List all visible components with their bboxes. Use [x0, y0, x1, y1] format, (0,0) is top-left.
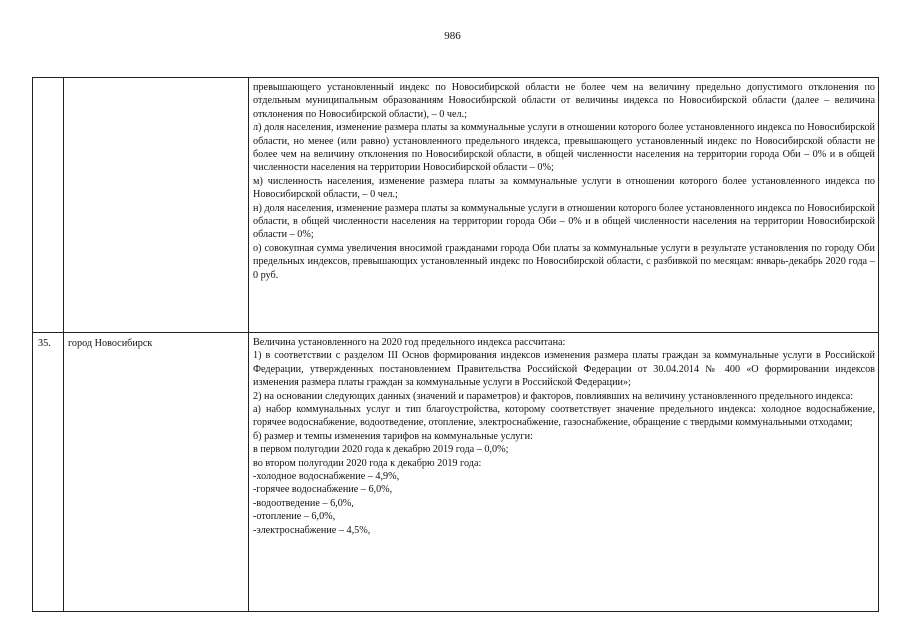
paragraph: 1) в соответствии с разделом III Основ формирования индексов изменения размера платы граждан за коммунальные услуги в Российской Федерации, утвержденных постановлением Правительства Российской Федерации от 30.04.2014 № 400 «О формировании индексов изменения размера платы граждан за коммунальные услуги в Российской Федерации»;: [253, 350, 875, 389]
description-cell: [249, 333, 879, 612]
document-table: [32, 77, 879, 612]
paragraph: 2) на основании следующих данных (значений и параметров) и факторов, повлиявших на величину установленного предельного индекса:: [253, 390, 854, 402]
paragraph: во втором полугодии 2020 года к декабрю 2019 года:: [253, 457, 482, 469]
paragraph: превышающего установленный индекс по Новосибирской области не более чем на величину предельно допустимого отклонения по отдельным муниципальным образованиям Новосибирской области от величины индекса по Новосибирской области (далее – величина отклонения по Новосибирской области), – 0 чел.;: [253, 82, 875, 120]
paragraph: н) доля населения, изменение размера платы за коммунальные услуги в отношении которого более установленного индекса по Новосибирской области, в общей численности населения на территории города Оби – 0% и в общей численности населения на территории Новосибирской области – 0%;: [253, 202, 875, 241]
page-number: 986: [444, 30, 461, 42]
paragraph: м) численность населения, изменение размера платы за коммунальные услуги в отношении которого более установленного индекса по Новосибирской области, – 0 чел.;: [253, 175, 875, 201]
paragraph: б) размер и темпы изменения тарифов на коммунальные услуги:: [253, 430, 533, 442]
table-row: [33, 78, 879, 333]
paragraph: о) совокупная сумма увеличения вносимой гражданами города Оби платы за коммунальные услуги в результате установления по городу Оби предельных индексов, превышающих установленный индекс по Новосибирской области, с разбивкой по месяцам: январь-декабрь 2020 года – 0 руб.: [253, 242, 875, 281]
row-number-cell: 35.: [33, 333, 64, 612]
municipality-name-cell: город Новосибирск: [64, 333, 249, 612]
paragraph: -отопление – 6,0%,: [253, 511, 336, 523]
row-number-cell: [33, 78, 64, 333]
paragraph: Величина установленного на 2020 год предельного индекса рассчитана:: [253, 337, 566, 348]
municipality-name-cell: [64, 78, 249, 333]
paragraph: -горячее водоснабжение – 6,0%,: [253, 484, 393, 496]
paragraph: -электроснабжение – 4,5%,: [253, 524, 371, 536]
paragraph: а) набор коммунальных услуг и тип благоустройства, которому соответствует значение предельного индекса: холодное водоснабжение, горячее водоснабжение, водоотведение, отопление, электроснабжение, газоснабжение, обращение с твердыми коммунальными отходами;: [253, 404, 875, 429]
description-cell: [249, 78, 879, 333]
paragraph: л) доля населения, изменение размера платы за коммунальные услуги в отношении которого более установленного индекса по Новосибирской области, но менее (или равно) установленного предельного индекса, превышающего установленный индекс по Новосибирской области не более чем на величину отклонения по Новосибирской области, в общей численности населения на территории города Оби – 0% и в общей численности населения на территории Новосибирской области – 0%;: [253, 122, 875, 174]
table-row: [33, 333, 879, 612]
paragraph: -холодное водоснабжение – 4,9%,: [253, 471, 400, 483]
paragraph: -водоотведение – 6,0%,: [253, 497, 354, 509]
paragraph: в первом полугодии 2020 года к декабрю 2019 года – 0,0%;: [253, 444, 509, 456]
